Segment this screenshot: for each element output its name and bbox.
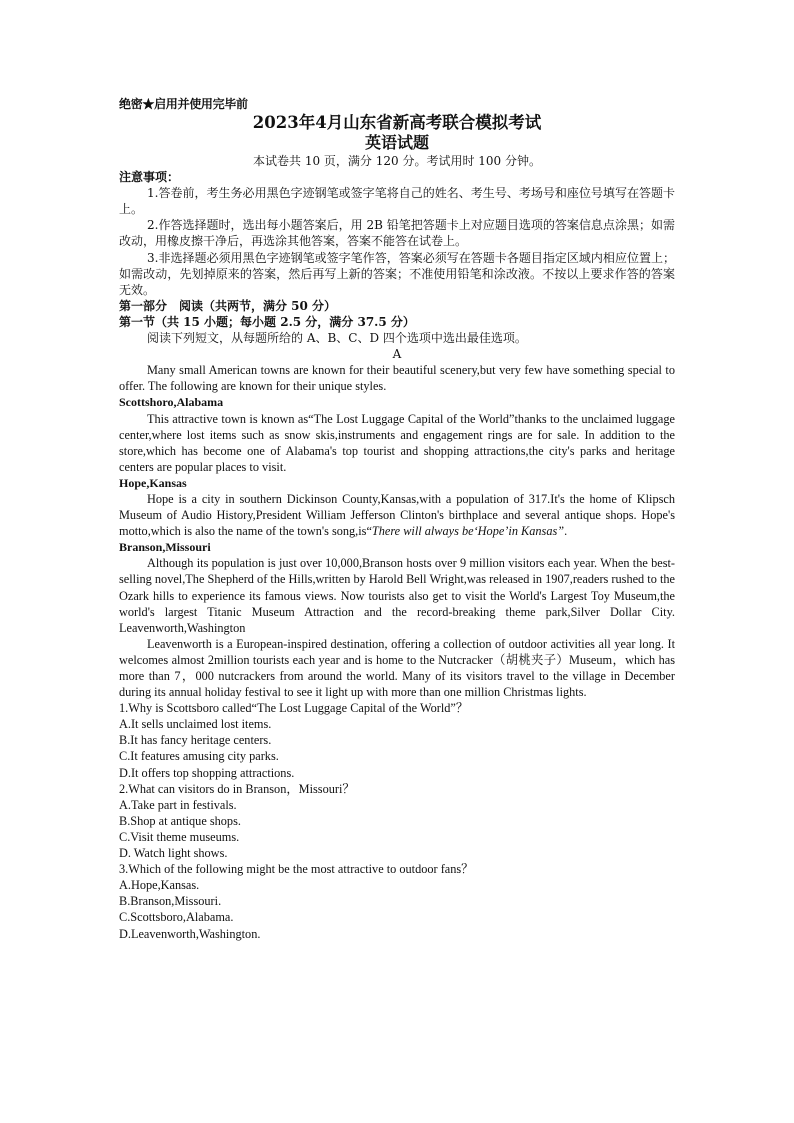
notice-heading: 注意事项： <box>119 170 180 185</box>
part1-heading: 第一部分 阅读（共两节，满分 50 分） <box>119 298 337 313</box>
option-b: B.It has fancy heritage centers. <box>119 733 272 748</box>
exam-info: 本试卷共 10 页，满分 120 分。考试用时 100 分钟。 <box>253 154 541 169</box>
option-b: B.Branson,Missouri. <box>119 894 222 909</box>
section1-heading: 第一节（共 15 小题；每小题 2.5 分，满分 37.5 分） <box>119 314 415 329</box>
reading-instruction: 阅读下列短文，从每题所给的 A、B、C、D 四个选项中选出最佳选项。 <box>147 331 527 346</box>
option-d: D.It offers top shopping attractions. <box>119 765 295 780</box>
town-heading-hope: Hope,Kansas <box>119 475 187 490</box>
hope-text-end: . <box>564 524 568 539</box>
question-1 <box>119 700 675 780</box>
notice-item-2: 2.作答选择题时，选出每小题答案后，用 2B 铅笔把答题卡上对应题目选项的答案信息点涂黑；如需改动，用橡皮擦干净后，再选涂其他答案，答案不能答在试卷上。 <box>119 218 675 249</box>
question-2 <box>119 781 675 861</box>
confidential-mark: 绝密★启用并使用完毕前 <box>119 97 248 111</box>
exam-title: 2023年4月山东省新高考联合模拟考试 <box>252 113 542 133</box>
exam-page <box>119 96 675 942</box>
option-c: C.It features amusing city parks. <box>119 749 279 764</box>
notice-item-3: 3.非选择题必须用黑色字迹钢笔或签字笔作答，答案必须写在答题卡各题目指定区域内相应位置上；如需改动，先划掉原来的答案，然后再写上新的答案；不准使用铅笔和涂改液。不按以上要求作答的答案无效。 <box>119 250 675 297</box>
notice-item-1: 1.答卷前，考生务必用黑色字迹钢笔或签字笔将自己的姓名、考生号、考场号和座位号填写在答题卡上。 <box>119 186 675 217</box>
option-d: D.Leavenworth,Washington. <box>119 926 261 941</box>
question-stem: 2.What can visitors do in Branson，Missouri？ <box>119 781 355 796</box>
town-text-hope <box>119 491 675 539</box>
option-d: D. Watch light shows. <box>119 846 228 861</box>
town-text-leavenworth: Leavenworth is a European-inspired destination, offering a collection of outdoor activities all year long. It welcomes almost 2million tourists each year and is home to the Nutcracker（胡桃夹子）Museum，which has more than 7，000 nutcrackers from around the world. Many of its visitors travel to the village in December during its annual holiday festival to see it light up with more than one million Christmas lights. <box>119 636 675 700</box>
option-c: C.Visit theme museums. <box>119 829 240 844</box>
hope-motto: There will always be‘Hope’in Kansas” <box>371 524 565 539</box>
town-text-scottsboro: This attractive town is known as“The Lost Luggage Capital of the World”thanks to the unclaimed luggage center,where lost items such as snow skis,instruments and engagement rings are for sale. In addition to the store,which has become one of Alabama's top tourist and shopping attractions,the city's parks and heritage centers are popular places to visit. <box>119 411 675 474</box>
town-heading-scottsboro: Scottshoro,Alabama <box>119 395 224 410</box>
town-text-branson: Although its population is just over 10,000,Branson hosts over 9 million visitors each year. When the best-selling novel,The Shepherd of the Hills,written by Harold Bell Wright,was released in 1907,readers rushed to the Ozark hills to experience its famous views. Now tourists also get to visit the World's Largest Toy Museum,the world's largest Titanic Museum Attraction and the record-breaking theme park,Silver Dollar City. Leavenworth,Washington <box>119 556 675 635</box>
option-b: B.Shop at antique shops. <box>119 813 241 828</box>
option-a: A.Take part in festivals. <box>119 797 237 812</box>
subject-title: 英语试题 <box>364 133 429 153</box>
question-3 <box>119 861 675 941</box>
question-stem: 3.Which of the following might be the most attractive to outdoor fans？ <box>119 862 474 877</box>
option-a: A.It sells unclaimed lost items. <box>119 717 272 732</box>
hope-text: Hope is a city in southern Dickinson County,Kansas,with a population of 317.It's the home of Klipsch Museum of Audio History,President William Jefferson Clinton's birthplace and several antique shops. Hope's motto,which is also the name of the town's song,is“ <box>119 491 675 539</box>
option-c: C.Scottsboro,Alabama. <box>119 910 234 925</box>
passage-label: A <box>392 347 402 362</box>
option-a: A.Hope,Kansas. <box>119 878 200 893</box>
passage-intro: Many small American towns are known for their beautiful scenery,but very few have something special to offer. The following are known for their unique styles. <box>119 363 675 394</box>
question-stem: 1.Why is Scottsboro called“The Lost Luggage Capital of the World”？ <box>119 701 469 716</box>
town-heading-branson: Branson,Missouri <box>119 540 211 555</box>
